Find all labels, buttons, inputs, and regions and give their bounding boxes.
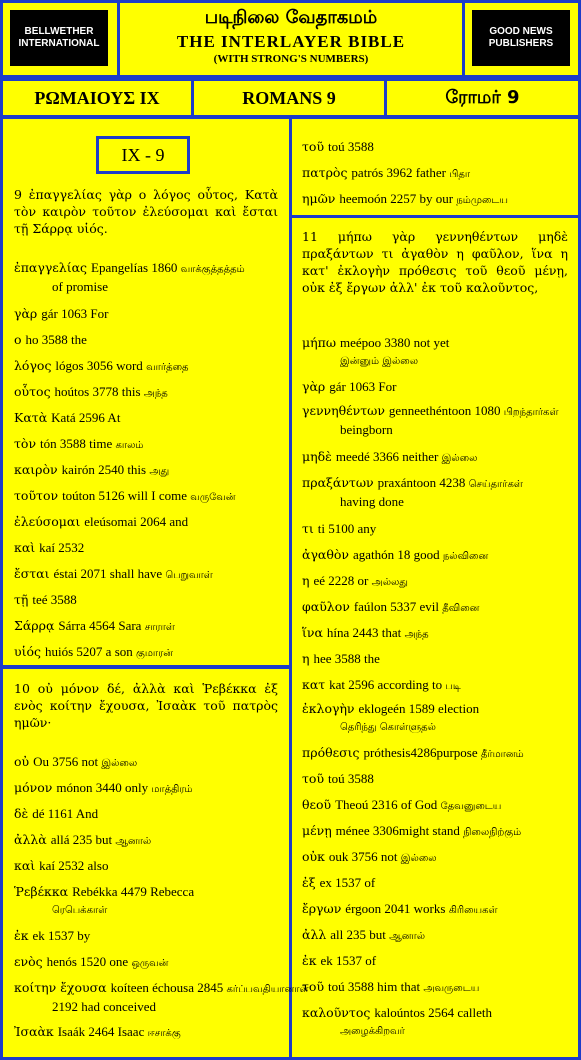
word-entry (302, 676, 572, 695)
entry-second-line (14, 278, 284, 295)
tamil-gloss: அவருடைய (423, 983, 480, 994)
transliteration: all 235 but (330, 927, 390, 942)
word-entry (302, 624, 572, 643)
transliteration: Katá 2596 At (51, 410, 121, 425)
tamil-gloss: கிரியைகள் (448, 905, 498, 916)
verse-9-text: 9 ἐπαγγελίας γὰρ ο λόγος οὗτος, Κατὰ τὸν καιρὸν τοῦτον ἐλεύσομαι καὶ ἔσται τῇ Σάρρᾳ υἱός. (14, 187, 278, 236)
word-entry (302, 402, 572, 438)
tamil-gloss: அல்லது (371, 577, 408, 588)
tamil-gloss: குமாரன் (136, 648, 173, 659)
transliteration: toú 3588 (328, 771, 374, 786)
tamil-gloss: இல்லை (400, 853, 437, 864)
word-entry (302, 848, 572, 867)
greek-word: τοῦτον (14, 488, 63, 503)
tamil-gloss: தீவினை (442, 603, 480, 614)
greek-word: πραξάντων (302, 475, 378, 490)
tamil-gloss: காலம் (115, 440, 144, 451)
tamil-gloss: தெரிந்து கொள்ளுதல் (340, 722, 436, 733)
tamil-gloss: இல்லை (101, 758, 138, 769)
transliteration: kaí 2532 also (39, 858, 109, 873)
greek-word: τι (302, 521, 318, 536)
greek-word: καὶ (14, 540, 40, 555)
word-entry (302, 546, 572, 565)
greek-word: μένῃ (302, 823, 336, 838)
left-logo-text: BELLWETHER INTERNATIONAL (18, 26, 100, 49)
transliteration: heemoón 2257 by our (339, 191, 457, 206)
greek-word: οὗτος (14, 384, 55, 399)
greek-word: τῇ (14, 592, 33, 607)
greek-word: η (302, 651, 314, 666)
tamil-gloss: ஆனால் (115, 836, 152, 847)
tamil-gloss: செய்தார்கள் (468, 479, 523, 490)
word-entry (302, 1004, 572, 1040)
transliteration: toú 3588 (328, 139, 374, 154)
greek-word: γεννηθέντων (302, 403, 389, 418)
transliteration: praxántoon 4238 (377, 475, 469, 490)
greek-word: καὶ (14, 858, 40, 873)
word-entry (302, 822, 572, 841)
transliteration: kaí 2532 (39, 540, 85, 555)
word-entry (14, 591, 284, 608)
tamil-gloss: அது (149, 466, 170, 477)
entry-second-line (302, 421, 572, 438)
word-entry (14, 305, 284, 322)
greek-word: η (302, 573, 314, 588)
transliteration: kat 2596 according to (329, 677, 446, 692)
greek-word: τοῦ (302, 979, 329, 994)
word-entry (14, 259, 284, 295)
word-entry (302, 700, 572, 736)
tamil-gloss: ஈசாக்கு (147, 1028, 181, 1039)
transliteration: eé 2228 or (313, 573, 372, 588)
greek-word: μήπω (302, 335, 340, 350)
transliteration: hína 2443 that (326, 625, 405, 640)
transliteration: kairón 2540 this (61, 462, 150, 477)
tamil-gloss: தீர்மானம் (480, 749, 524, 760)
transliteration: Epangelías 1860 (91, 260, 181, 275)
greek-word: θεοῦ (302, 797, 336, 812)
transliteration: allá 235 but (50, 832, 116, 847)
word-entry (14, 883, 284, 919)
greek-word: καιρὸν (14, 462, 62, 477)
title-tamil: படிநிலை வேதாகமம் (204, 7, 378, 28)
word-entry (14, 357, 284, 376)
tamil-gloss: தேவனுடைய (440, 801, 502, 812)
word-entry (14, 753, 284, 772)
word-entry (14, 831, 284, 850)
bellwether-logo (10, 10, 108, 66)
greek-word: λόγος (14, 358, 56, 373)
entry-second-line (302, 717, 572, 736)
greek-word: οὐκ (302, 849, 329, 864)
word-entry (14, 487, 284, 506)
greek-word: ἀλλ (302, 927, 331, 942)
word-entry (302, 744, 572, 763)
greek-word: ἐκλογὴν (302, 701, 359, 716)
greek-word: ἐξ (302, 875, 320, 890)
tamil-gloss: நம்முடைய (456, 195, 508, 206)
word-entry (302, 598, 572, 617)
word-entry (14, 979, 309, 1015)
word-entry (302, 520, 572, 537)
word-entry (302, 770, 572, 787)
header-title (122, 3, 460, 65)
greek-word: Σάρρᾳ (14, 618, 59, 633)
tamil-gloss: அழைக்கிறவர் (340, 1026, 405, 1037)
transliteration: teé 3588 (32, 592, 77, 607)
word-entry (14, 461, 284, 480)
tamil-gloss: அந்த (143, 388, 168, 399)
transliteration: lógos 3056 word (55, 358, 147, 373)
tamil-gloss: வருவேன் (190, 492, 236, 503)
greek-word: ἀγαθὸν (302, 547, 353, 562)
greek-word: πατρὸς (302, 165, 352, 180)
greek-word: ἵνα (302, 625, 327, 640)
word-entry (14, 779, 284, 798)
tamil-gloss: பிறந்தார்கள் (503, 407, 559, 418)
transliteration-cont: having done (340, 494, 404, 509)
transliteration: ti 5100 any (317, 521, 377, 536)
transliteration: kaloúntos 2564 calleth (374, 1005, 493, 1020)
bar-tamil: ரோமர் 9 (445, 86, 520, 108)
tamil-gloss: பெறுவாள் (165, 570, 213, 581)
tamil-gloss: இன்னும் இல்லை (340, 356, 419, 367)
transliteration: toú 3588 him that (328, 979, 424, 994)
good-news-logo (472, 10, 570, 66)
greek-word: ἔσται (14, 566, 54, 581)
greek-word: φαῦλον (302, 599, 354, 614)
transliteration: huiós 5207 a son (45, 644, 136, 659)
greek-word: μόνον (14, 780, 57, 795)
tamil-gloss: சாராள் (144, 622, 175, 633)
greek-word: τὸν (14, 436, 41, 451)
transliteration: faúlon 5337 evil (353, 599, 443, 614)
word-entry (302, 378, 572, 395)
word-entry (302, 796, 572, 815)
chapter-label: IX - 9 (96, 136, 190, 174)
greek-word: κατ (302, 677, 330, 692)
word-entry (302, 190, 572, 209)
transliteration-cont: 2192 had conceived (52, 999, 156, 1014)
word-entry (302, 900, 572, 919)
word-entry (14, 617, 284, 636)
title-english: THE INTERLAYER BIBLE (176, 32, 406, 51)
greek-word: υἱός (14, 644, 45, 659)
greek-word: γὰρ (14, 306, 42, 321)
transliteration: dé 1161 And (32, 806, 99, 821)
entry-second-line (302, 493, 572, 510)
greek-word: τοῦ (302, 139, 329, 154)
greek-word: Ῥεβέκκα (14, 884, 73, 899)
greek-word: ἀλλὰ (14, 832, 51, 847)
tamil-gloss: மாத்திரம் (151, 784, 193, 795)
word-entry (302, 474, 572, 510)
transliteration: ménee 3306might stand (335, 823, 464, 838)
word-entry (14, 857, 284, 874)
tamil-gloss: வாக்குத்தத்தம் (180, 264, 245, 275)
word-entry (302, 650, 572, 667)
transliteration: ho 3588 the (25, 332, 87, 347)
word-entry (302, 164, 572, 183)
entry-second-line (302, 351, 572, 370)
transliteration: gár 1063 For (329, 379, 397, 394)
transliteration: próthesis4286purpose (363, 745, 481, 760)
word-entry (302, 334, 572, 370)
title-subtitle: (WITH STRONG'S NUMBERS) (213, 53, 369, 65)
word-entry (14, 331, 284, 348)
greek-word: καλοῦντος (302, 1005, 375, 1020)
transliteration: toúton 5126 will I come (62, 488, 191, 503)
tamil-gloss: ஆனால் (389, 931, 425, 942)
word-entry (14, 409, 284, 426)
greek-word: ἐκ (14, 928, 33, 943)
tamil-gloss: ஒருவன் (131, 958, 169, 969)
greek-word: ἐλεύσομαι (14, 514, 85, 529)
entry-second-line (302, 1021, 572, 1040)
transliteration: henós 1520 one (46, 954, 132, 969)
greek-word: ἐκ (302, 953, 321, 968)
transliteration: Rebékka 4479 Rebecca (72, 884, 195, 899)
greek-word: τοῦ (302, 771, 329, 786)
transliteration: genneethéntoon 1080 (388, 403, 504, 418)
bar-greek: ΡΩΜΑΙΟΥΣ IX (34, 87, 160, 108)
word-entry (302, 572, 572, 591)
transliteration: tón 3588 time (40, 436, 116, 451)
tamil-gloss: கர்ப்பவதியானாள் (226, 984, 309, 995)
entry-second-line (14, 998, 284, 1015)
tamil-gloss: படி (445, 681, 461, 692)
transliteration: eklogeén 1589 election (358, 701, 480, 716)
transliteration: meépoo 3380 not yet (340, 335, 450, 350)
transliteration: agathón 18 good (352, 547, 443, 562)
greek-word: μηδὲ (302, 449, 336, 464)
transliteration: hoútos 3778 this (54, 384, 144, 399)
word-entry (14, 643, 284, 662)
verse-10-text: 10 οὐ μόνον δέ, ἀλλὰ καὶ Ῥεβέκκα ἐξ ενὸς κοίτην ἔχουσα, Ἰσαὰκ τοῦ πατρὸς ημῶν· (14, 681, 278, 730)
transliteration: Isaák 2464 Isaac (57, 1024, 148, 1039)
word-entry (14, 805, 284, 822)
word-entry (14, 383, 284, 402)
entry-second-line (14, 900, 284, 919)
transliteration: Ou 3756 not (33, 754, 102, 769)
greek-word: ἐπαγγελίας (14, 260, 92, 275)
tamil-gloss: நல்வினை (442, 551, 489, 562)
right-logo-text: GOOD NEWS PUBLISHERS (488, 26, 554, 49)
greek-word: Ἰσαὰκ (14, 1024, 58, 1039)
word-entry (302, 926, 572, 945)
tamil-gloss: பிதா (449, 169, 471, 180)
greek-word: ενὸς (14, 954, 47, 969)
greek-word: ἔργων (302, 901, 346, 916)
word-entry (14, 1023, 284, 1042)
transliteration: mónon 3440 only (56, 780, 152, 795)
transliteration: ek 1537 by (32, 928, 91, 943)
greek-word: ο (14, 332, 26, 347)
transliteration: éstai 2071 shall have (53, 566, 166, 581)
greek-word: Κατὰ (14, 410, 52, 425)
bar-english: ROMANS 9 (242, 87, 336, 108)
transliteration-cont: of promise (52, 279, 108, 294)
greek-word: γὰρ (302, 379, 330, 394)
word-entry (302, 448, 572, 467)
word-entry (14, 435, 284, 454)
tamil-gloss: ரெபெக்காள் (52, 905, 108, 916)
transliteration: gár 1063 For (41, 306, 109, 321)
transliteration: érgoon 2041 works (345, 901, 449, 916)
transliteration: ex 1537 of (319, 875, 376, 890)
verse-11-text: 11 μήπω γὰρ γεννηθέντων μηδὲ πραξάντων τι ἀγαθὸν η φαῦλον, ἵνα η κατ' ἐκλογὴν πρόθεσις τοῦ θεοῦ μένῃ, οὐκ ἐξ ἔργων ἀλλ' ἐκ τοῦ καλοῦντος, (302, 229, 568, 295)
tamil-gloss: அந்த (404, 629, 429, 640)
greek-word: ημῶν (302, 191, 340, 206)
word-entry (14, 953, 284, 972)
greek-word: δὲ (14, 806, 33, 821)
tamil-gloss: வார்த்தை (146, 362, 189, 373)
transliteration: koíteen échousa 2845 (110, 980, 227, 995)
transliteration: ek 1537 of (320, 953, 377, 968)
word-entry (14, 539, 284, 556)
transliteration: meedé 3366 neither (335, 449, 442, 464)
transliteration: hee 3588 the (313, 651, 380, 666)
word-entry (14, 927, 284, 944)
word-entry (302, 138, 572, 155)
word-entry (302, 978, 572, 997)
transliteration: ouk 3756 not (328, 849, 401, 864)
greek-word: κοίτην ἔχουσα (14, 980, 111, 995)
transliteration-cont: beingborn (340, 422, 393, 437)
word-entry (14, 513, 284, 530)
transliteration: Theoú 2316 of God (335, 797, 441, 812)
word-entry (14, 565, 284, 584)
tamil-gloss: இல்லை (441, 453, 478, 464)
tamil-gloss: நிலைநிற்கும் (463, 827, 522, 838)
greek-word: πρόθεσις (302, 745, 364, 760)
transliteration: eleúsomai 2064 and (84, 514, 189, 529)
word-entry (302, 874, 572, 891)
greek-word: οὐ (14, 754, 34, 769)
transliteration: Sárra 4564 Sara (58, 618, 145, 633)
word-entry (302, 952, 572, 969)
transliteration: patrós 3962 father (351, 165, 450, 180)
